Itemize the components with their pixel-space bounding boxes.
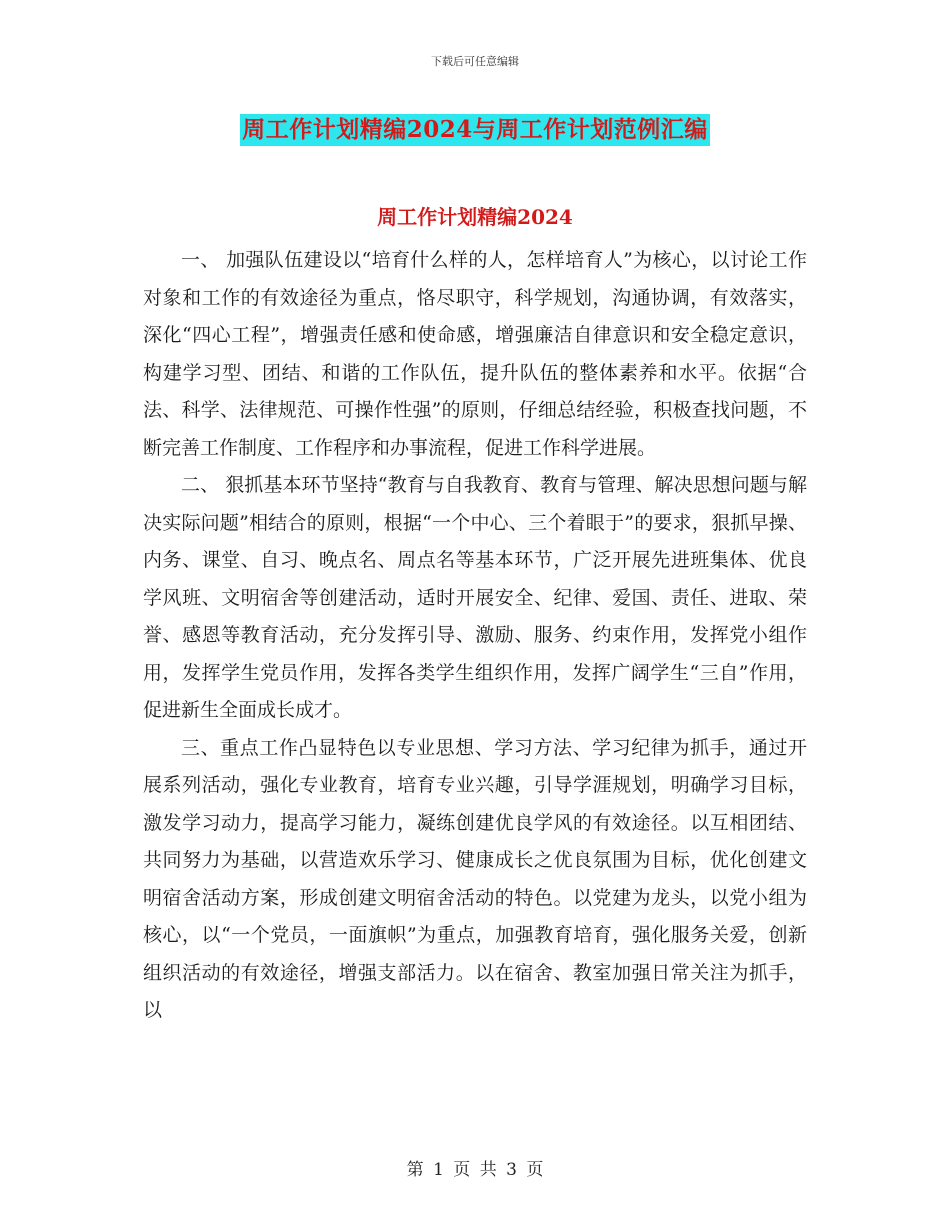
body-text — [143, 242, 807, 1030]
header-note: 下载后可任意编辑 — [431, 55, 519, 68]
document-title: 周工作计划精编2024与周工作计划范例汇编 — [240, 114, 710, 146]
paragraph-3: 三、重点工作凸显特色以专业思想、学习方法、学习纪律为抓手，通过开展系列活动，强化专业教育，培育专业兴趣，引导学涯规划，明确学习目标，激发学习动力，提高学习能力，凝练创建优良学风的有效途径。以互相团结、共同努力为基础，以营造欢乐学习、健康成长之优良氛围为目标，优化创建文明宿舍活动方案，形成创建文明宿舍活动的特色。以党建为龙头，以党小组为核心，以“一个党员，一面旗帜”为重点，加强教育培育，强化服务关爱，创新组织活动的有效途径，增强支部活力。以在宿舍、教室加强日常关注为抓手，以 — [143, 736, 807, 1021]
paragraph-1: 一、 加强队伍建设以“培育什么样的人，怎样培育人”为核心，以讨论工作对象和工作的有效途径为重点，恪尽职守，科学规划，沟通协调，有效落实，深化“四心工程”，增强责任感和使命感，增强廉洁自律意识和安全稳定意识，构建学习型、团结、和谐的工作队伍，提升队伍的整体素养和水平。依据“合法、科学、法律规范、可操作性强”的原则，仔细总结经验，积极查找问题，不断完善工作制度、工作程序和办事流程，促进工作科学进展。 — [143, 249, 807, 459]
page-number-footer: 第 1 页 共 3 页 — [406, 1160, 544, 1180]
document-title-container — [0, 114, 950, 146]
section-title: 周工作计划精编2024 — [377, 205, 573, 229]
paragraph-2: 二、 狠抓基本环节坚持“教育与自我教育、教育与管理、解决思想问题与解决实际问题”相结合的原则，根据“一个中心、三个着眼于”的要求，狠抓早操、内务、课堂、自习、晚点名、周点名等基本环节，广泛开展先进班集体、优良学风班、文明宿舍等创建活动，适时开展安全、纪律、爱国、责任、进取、荣誉、感恩等教育活动，充分发挥引导、激励、服务、约束作用，发挥党小组作用，发挥学生党员作用，发挥各类学生组织作用，发挥广阔学生“三自”作用，促进新生全面成长成才。 — [143, 474, 807, 721]
